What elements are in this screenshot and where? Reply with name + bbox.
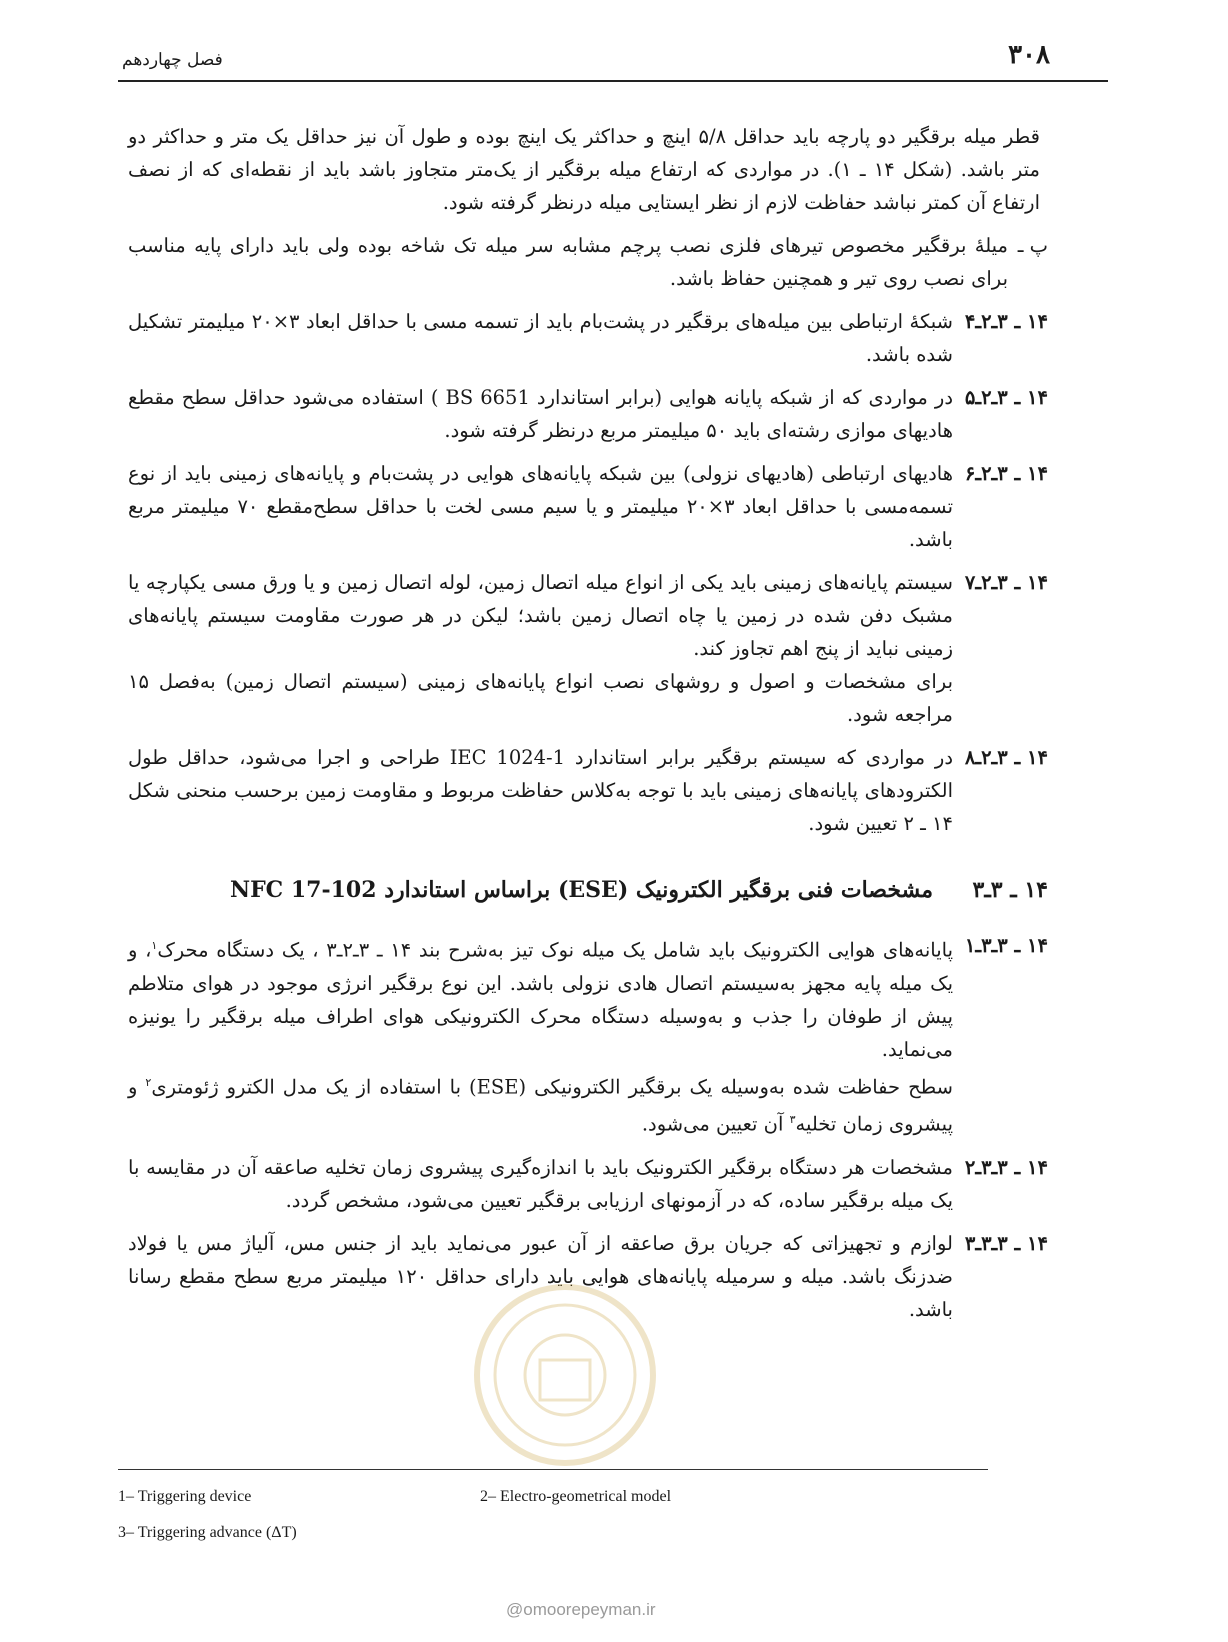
footnote-1: 1– Triggering device	[118, 1488, 252, 1505]
item-text	[128, 566, 953, 731]
item-text: لوازم و تجهیزاتی که جریان برق صاعقه از آن عبور می‌نماید باید از جنس مس، آلیاژ مس یا فولاد ضدزنگ باشد. میله و سرمیله پایانه‌های هوایی باید دارای حداقل ۱۲۰ میلیمتر مربع سطح مقطع رسانا باشد.	[128, 1231, 953, 1321]
item-number: ۱۴ ـ ۳ـ۲ـ۵	[964, 386, 1048, 409]
item-number: ۱۴ ـ ۳ـ۲ـ۸	[964, 746, 1048, 769]
item-text: هادیهای ارتباطی (هادیهای نزولی) بین شبکه پایانه‌های هوایی در پشت‌بام و پایانه‌های زمینی باید از نوع تسمه‌مسی با حداقل ابعاد ۳×۲۰ میلیمتر و یا سیم مسی لخت با حداقل سطح‌مقطع ۷۰ میلیمتر مربع باشد.	[128, 462, 953, 551]
item-14-3-2-8	[128, 741, 1048, 840]
footnote-ref-2: ۲	[145, 1075, 152, 1089]
body-text	[128, 120, 1048, 1336]
item-text: میلهٔ برقگیر مخصوص تیرهای فلزی نصب پرچم مشابه سر میله تک شاخه بوده ولی باید دارای پایه مناسب برای نصب روی تیر و همچنین حفاظ باشد.	[128, 234, 1008, 290]
page-number: ۳۰۸	[1008, 40, 1050, 70]
item-number: ۱۴ ـ ۳ـ۲ـ۶	[964, 462, 1048, 485]
watermark-text: @omoorepeyman.ir	[506, 1600, 656, 1619]
item-number: ۱۴ ـ ۳ـ۳ـ۳	[964, 1231, 1048, 1255]
item-number: ۱۴ ـ ۳ـ۳ـ۱	[964, 934, 1048, 957]
chapter-title: فصل چهاردهم	[122, 50, 223, 70]
item-number: ۱۴ ـ ۳ـ۳ـ۲	[964, 1155, 1048, 1179]
header-rule	[118, 80, 1108, 82]
item-14-3-3-1	[128, 929, 1048, 1141]
item-text	[128, 929, 953, 1141]
item-text: شبکهٔ ارتباطی بین میله‌های برقگیر در پشت‌بام باید از تسمه مسی با حداقل ابعاد ۳×۲۰ میلیمتر تشکیل شده باشد.	[128, 310, 953, 366]
item-text-part1: سیستم پایانه‌های زمینی باید یکی از انواع میله اتصال زمین، لوله اتصال زمین و یا ورق مسی یکپارچه یا مشبک دفن شده در زمین یا چاه اتصال زمین باشد؛ لیکن در هر صورت مقاومت سیستم پایانه‌های زمینی نباید از پنج اهم تجاوز کند.	[128, 571, 953, 660]
item-14-3-2-6	[128, 457, 1048, 556]
item-text: مشخصات هر دستگاه برقگیر الکترونیک باید با اندازه‌گیری پیشروی زمان تخلیه صاعقه آن در مقایسه با یک میله برقگیر ساده، که در آزمونهای ارزیابی برقگیر تعیین می‌شود، مشخص گردد.	[128, 1155, 953, 1212]
item-text: در مواردی که از شبکه پایانه هوایی (برابر استاندارد BS 6651 ) استفاده می‌شود حداقل سطح مقطع هادیهای موازی رشته‌ای باید ۵۰ میلیمتر مربع درنظر گرفته شود.	[128, 386, 953, 442]
item-pe	[128, 229, 1048, 295]
text-run: آن تعیین می‌شود.	[641, 1112, 790, 1136]
section-number: ۱۴ ـ ۳ـ۳	[972, 877, 1048, 903]
item-text-part2	[128, 1066, 953, 1141]
section-title: مشخصات فنی برقگیر الکترونیک (ESE) براساس استاندارد NFC 17-102	[229, 877, 933, 903]
footnote-3: 3– Triggering advance (ΔT)	[118, 1524, 297, 1541]
text-run: پایانه‌های هوایی الکترونیک باید شامل یک میله نوک تیز به‌شرح بند ۱۴ ـ ۳ـ۲ـ۳ ، یک دستگاه محرک	[157, 938, 953, 962]
text-run: سطح حفاظت شده به‌وسیله یک برقگیر الکترونیکی (ESE) با استفاده از یک مدل الکترو ژئومتری	[151, 1075, 954, 1098]
watermark-stamp-icon	[470, 1280, 660, 1470]
item-number: ۱۴ ـ ۳ـ۲ـ۷	[964, 571, 1048, 594]
footnote-ref-1: ۱	[151, 939, 158, 952]
text-run: ، و یک میله پایه مجهز به‌سیستم اتصال هادی نزولی باشد. این نوع برقگیر انرژی موجود در هوای متلاطم پیش از طوفان را جذب و به‌وسیله دستگاه محرک الکترونیکی هوای اطراف میله برقگیر را یونیزه می‌نماید.	[128, 938, 953, 1061]
paragraph-rod-diameter: قطر میله برقگیر دو پارچه باید حداقل ۵/۸ اینچ و حداکثر یک اینچ بوده و طول آن نیز حداقل یک متر و حداکثر دو متر باشد. (شکل ۱۴ ـ ۱). در مواردی که ارتفاع میله برقگیر از یک‌متر متجاوز باشد باید از نقطه‌ای که از نصف ارتفاع آن کمتر نباشد حفاظت لازم از نظر ایستایی میله درنظر گرفته شود.	[128, 125, 1040, 214]
item-14-3-2-5	[128, 381, 1048, 447]
item-number: ۱۴ ـ ۳ـ۲ـ۴	[964, 310, 1048, 333]
item-14-3-2-7	[128, 566, 1048, 731]
footnote-ref-3: ۳	[789, 1113, 796, 1126]
item-text-part2: برای مشخصات و اصول و روشهای نصب انواع پایانه‌های زمینی (سیستم اتصال زمین) به‌فصل ۱۵ مراجعه شود.	[128, 670, 953, 726]
item-text-part1	[128, 929, 953, 1066]
item-14-3-3-2	[128, 1151, 1048, 1217]
footnote-2: 2– Electro-geometrical model	[480, 1488, 672, 1505]
item-text: در مواردی که سیستم برقگیر برابر استاندارد IEC 1024-1 طراحی و اجرا می‌شود، حداقل طول الکترودهای پایانه‌های زمینی باید با توجه به‌کلاس حفاظت مربوط و مقاومت زمین برحسب منحنی شکل ۱۴ ـ ۲ تعیین شود.	[128, 746, 953, 835]
section-heading	[128, 874, 1048, 907]
item-14-3-2-4	[128, 305, 1048, 371]
footnote-rule	[118, 1469, 988, 1470]
text-run: و پیشروی زمان تخلیه	[128, 1075, 953, 1136]
item-label: پ ـ	[1017, 234, 1048, 257]
